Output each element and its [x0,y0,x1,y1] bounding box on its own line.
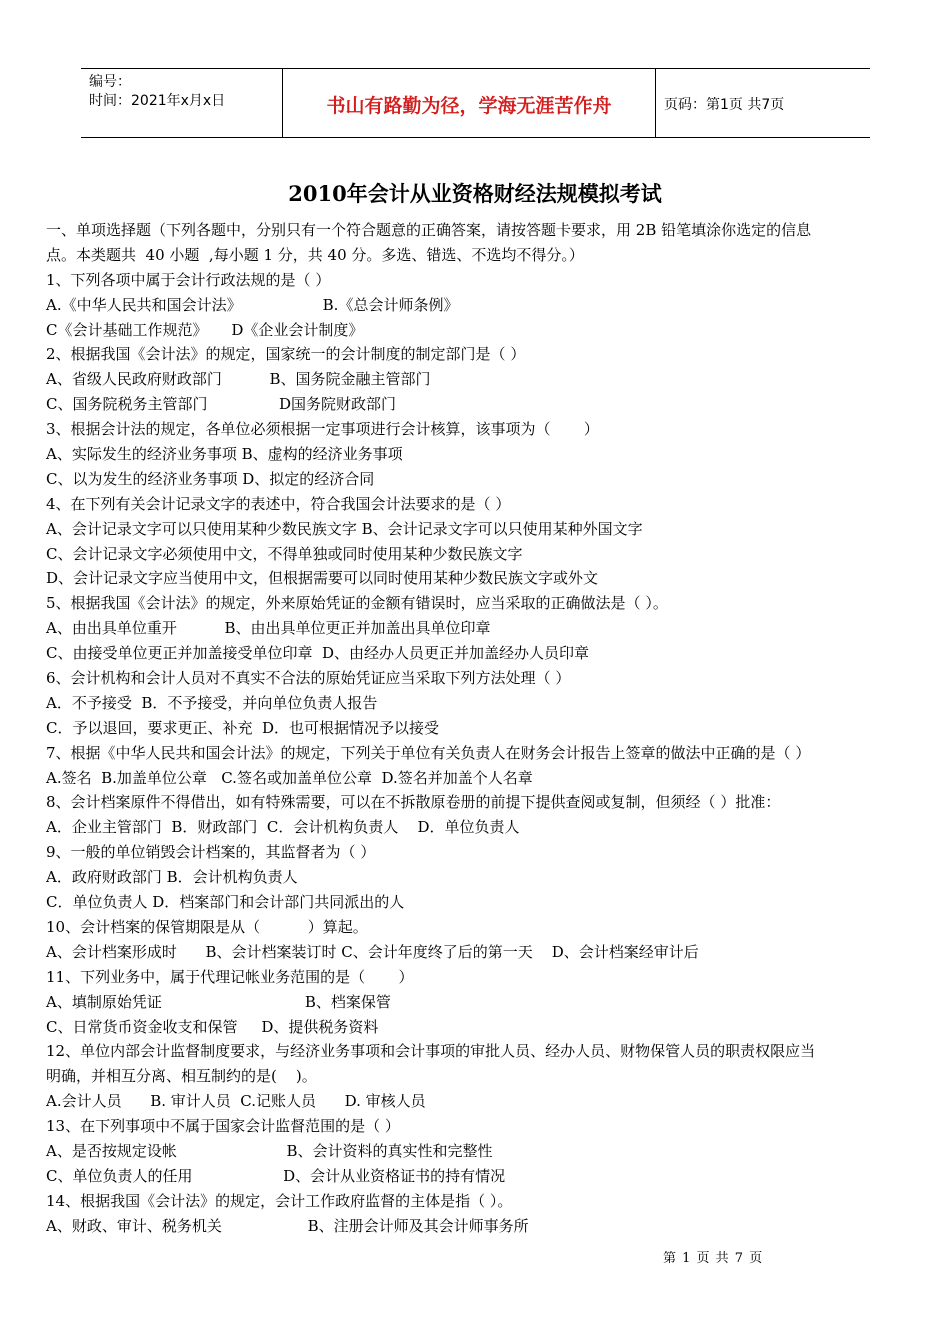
text-line: C．予以退回，要求更正、补充 D．也可根据情况予以接受 [46,718,440,737]
text-line: C、以为发生的经济业务事项 D、拟定的经济合同 [46,469,375,488]
header-info-cell [81,69,281,137]
text-line: A、由出具单位重开 B、由出具单位更正并加盖出具单位印章 [46,619,491,638]
text-line: A．政府财政部门 B．会计机构负责人 [46,868,298,887]
text-line: C．单位负责人 D．档案部门和会计部门共同派出的人 [46,893,405,912]
text-line: 10、会计档案的保管期限是从（ ）算起。 [46,917,368,936]
text-line: A、是否按规定设帐 B、会计资料的真实性和完整性 [46,1141,493,1160]
text-line: 7、根据《中华人民共和国会计法》的规定，下列关于单位有关负责人在财务会计报告上签章的做法中正确的是（ ） [46,743,811,762]
text-line: C《会计基础工作规范》 D《企业会计制度》 [46,320,364,339]
text-line: A.《中华人民共和国会计法》 B.《总会计师条例》 [46,295,459,314]
text-line: 14、根据我国《会计法》的规定，会计工作政府监督的主体是指（ ）。 [46,1191,513,1210]
text-line: A、会计记录文字可以只使用某种少数民族文字 B、会计记录文字可以只使用某种外国文字 [46,519,643,538]
text-line: 11、下列业务中，属于代理记帐业务范围的是（ ） [46,967,414,986]
text-line: A．不予接受 B．不予接受，并向单位负责人报告 [46,693,378,712]
exam-body [46,218,908,1239]
text-line: 8、会计档案原件不得借出，如有特殊需要，可以在不拆散原卷册的前提下提供查阅或复制，但须经（ ）批准： [46,793,781,812]
text-line: A、财政、审计、税务机关 B、注册会计师及其会计师事务所 [46,1216,529,1235]
text-line: 2、根据我国《会计法》的规定，国家统一的会计制度的制定部门是（ ） [46,345,526,364]
header-motto: 书山有路勤为径，学海无涯苦作舟 [326,95,612,117]
text-line: 6、会计机构和会计人员对不真实不合法的原始凭证应当采取下列方法处理（ ） [46,669,571,688]
text-line: A、填制原始凭证 B、档案保管 [46,992,391,1011]
text-line: 4、在下列有关会计记录文字的表述中，符合我国会计法要求的是（ ） [46,494,511,513]
text-line: 一、单项选择题（下列各题中，分别只有一个符合题意的正确答案，请按答题卡要求，用 2B 铅笔填涂你选定的信息 [46,221,812,239]
document-time-label: 时间：2021年x月x日 [89,93,226,109]
text-line: 12、单位内部会计监督制度要求，与经济业务事项和会计事项的审批人员、经办人员、财物保管人员的职责权限应当 [46,1042,816,1061]
text-line: 明确，并相互分离、相互制约的是( )。 [46,1067,317,1086]
exam-title: 2010年会计从业资格财经法规模拟考试 [288,181,662,206]
document-number-label: 编号： [89,74,131,90]
text-line: 13、在下列事项中不属于国家会计监督范围的是（ ） [46,1117,400,1136]
text-line: C、单位负责人的任用 D、会计从业资格证书的持有情况 [46,1166,506,1185]
header-table [81,68,870,138]
text-line: 3、根据会计法的规定，各单位必须根据一定事项进行会计核算，该事项为（ ） [46,420,599,439]
text-line: A、省级人民政府财政部门 B、国务院金融主管部门 [46,370,431,389]
text-line: 5、根据我国《会计法》的规定，外来原始凭证的金额有错误时，应当采取的正确做法是（ ）。 [46,594,668,613]
header-page-number: 页码：第1页 共7页 [664,97,785,113]
header-page-cell [655,69,870,137]
text-line: A、会计档案形成时 B、会计档案装订时 C、会计年度终了后的第一天 D、会计档案经审计后 [46,942,699,961]
text-line: A、实际发生的经济业务事项 B、虚构的经济业务事项 [46,445,403,464]
text-line: D、会计记录文字应当使用中文，但根据需要可以同时使用某种少数民族文字或外文 [46,569,599,588]
text-line: 9、一般的单位销毁会计档案的，其监督者为（ ） [46,843,376,862]
header-motto-cell [282,69,656,137]
text-line: A.会计人员 B. 审计人员 C.记账人员 D. 审核人员 [46,1092,426,1111]
text-line: A．企业主管部门 B．财政部门 C．会计机构负责人 D．单位负责人 [46,818,520,837]
text-line: C、日常货币资金收支和保管 D、提供税务资料 [46,1017,379,1036]
text-line: 1、下列各项中属于会计行政法规的是（ ） [46,270,331,289]
text-line: A.签名 B.加盖单位公章 C.签名或加盖单位公章 D.签名并加盖个人名章 [46,768,533,787]
text-line: C、由接受单位更正并加盖接受单位印章 D、由经办人员更正并加盖经办人员印章 [46,644,590,663]
text-line: C、会计记录文字必须使用中文，不得单独或同时使用某种少数民族文字 [46,544,523,563]
text-line: C、国务院税务主管部门 D国务院财政部门 [46,395,397,414]
page-footer: 第 1 页 共 7 页 [663,1251,764,1266]
text-line: 点。本类题共 40 小题 ,每小题 1 分，共 40 分。多选、错选、不选均不得分。） [46,245,584,264]
